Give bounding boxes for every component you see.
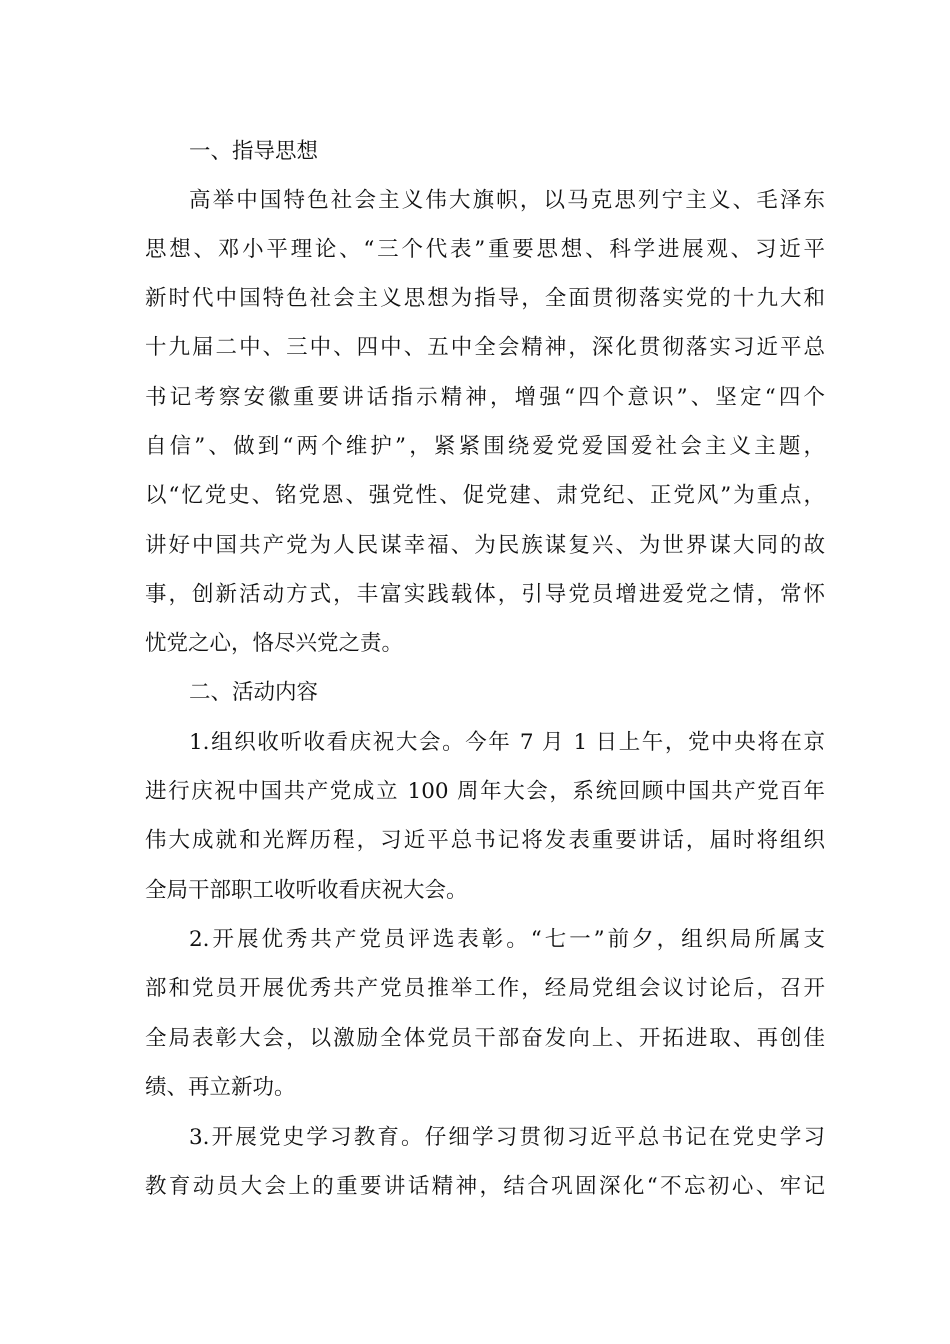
- paragraph-line: 以“忆党史、铭党恩、强党性、促党建、肃党纪、正党风”为重点，: [145, 483, 825, 508]
- paragraph-line: 事，创新活动方式，丰富实践载体，引导党员增进爱党之情，常怀: [145, 582, 825, 607]
- paragraph-line: 十九届二中、三中、四中、五中全会精神，深化贯彻落实习近平总: [145, 335, 825, 360]
- paragraph-line: 1.组织收听收看庆祝大会。今年 7 月 1 日上午，党中央将在京: [189, 730, 825, 755]
- paragraph-line: 高举中国特色社会主义伟大旗帜，以马克思列宁主义、毛泽东: [189, 188, 825, 213]
- paragraph-line: 进行庆祝中国共产党成立 100 周年大会，系统回顾中国共产党百年: [145, 779, 825, 804]
- section-heading-guiding-ideology: 一、指导思想: [189, 139, 319, 164]
- paragraph-line: 教育动员大会上的重要讲话精神，结合巩固深化“不忘初心、牢记: [145, 1174, 825, 1199]
- paragraph-line: 书记考察安徽重要讲话指示精神，增强“四个意识”、坚定“四个: [145, 385, 825, 410]
- paragraph-line: 忧党之心，恪尽兴党之责。: [145, 631, 404, 656]
- paragraph-line: 思想、邓小平理论、“三个代表”重要思想、科学进展观、习近平: [145, 237, 825, 262]
- paragraph-line: 2.开展优秀共产党员评选表彰。“七一”前夕，组织局所属支: [189, 927, 825, 952]
- paragraph-line: 伟大成就和光辉历程，习近平总书记将发表重要讲话，届时将组织: [145, 828, 825, 853]
- paragraph-line: 新时代中国特色社会主义思想为指导，全面贯彻落实党的十九大和: [145, 286, 825, 311]
- paragraph-line: 部和党员开展优秀共产党员推举工作，经局党组会议讨论后，召开: [145, 976, 825, 1001]
- section-heading-activity-content: 二、活动内容: [189, 680, 319, 705]
- paragraph-line: 全局表彰大会，以激励全体党员干部奋发向上、开拓进取、再创佳: [145, 1026, 825, 1051]
- paragraph-line: 3.开展党史学习教育。仔细学习贯彻习近平总书记在党史学习: [189, 1125, 825, 1150]
- paragraph-line: 自信”、做到“两个维护”，紧紧围绕爱党爱国爱社会主义主题，: [145, 434, 825, 459]
- paragraph-line: 讲好中国共产党为人民谋幸福、为民族谋复兴、为世界谋大同的故: [145, 533, 825, 558]
- paragraph-line: 全局干部职工收听收看庆祝大会。: [145, 878, 468, 903]
- paragraph-line: 绩、再立新功。: [145, 1075, 296, 1100]
